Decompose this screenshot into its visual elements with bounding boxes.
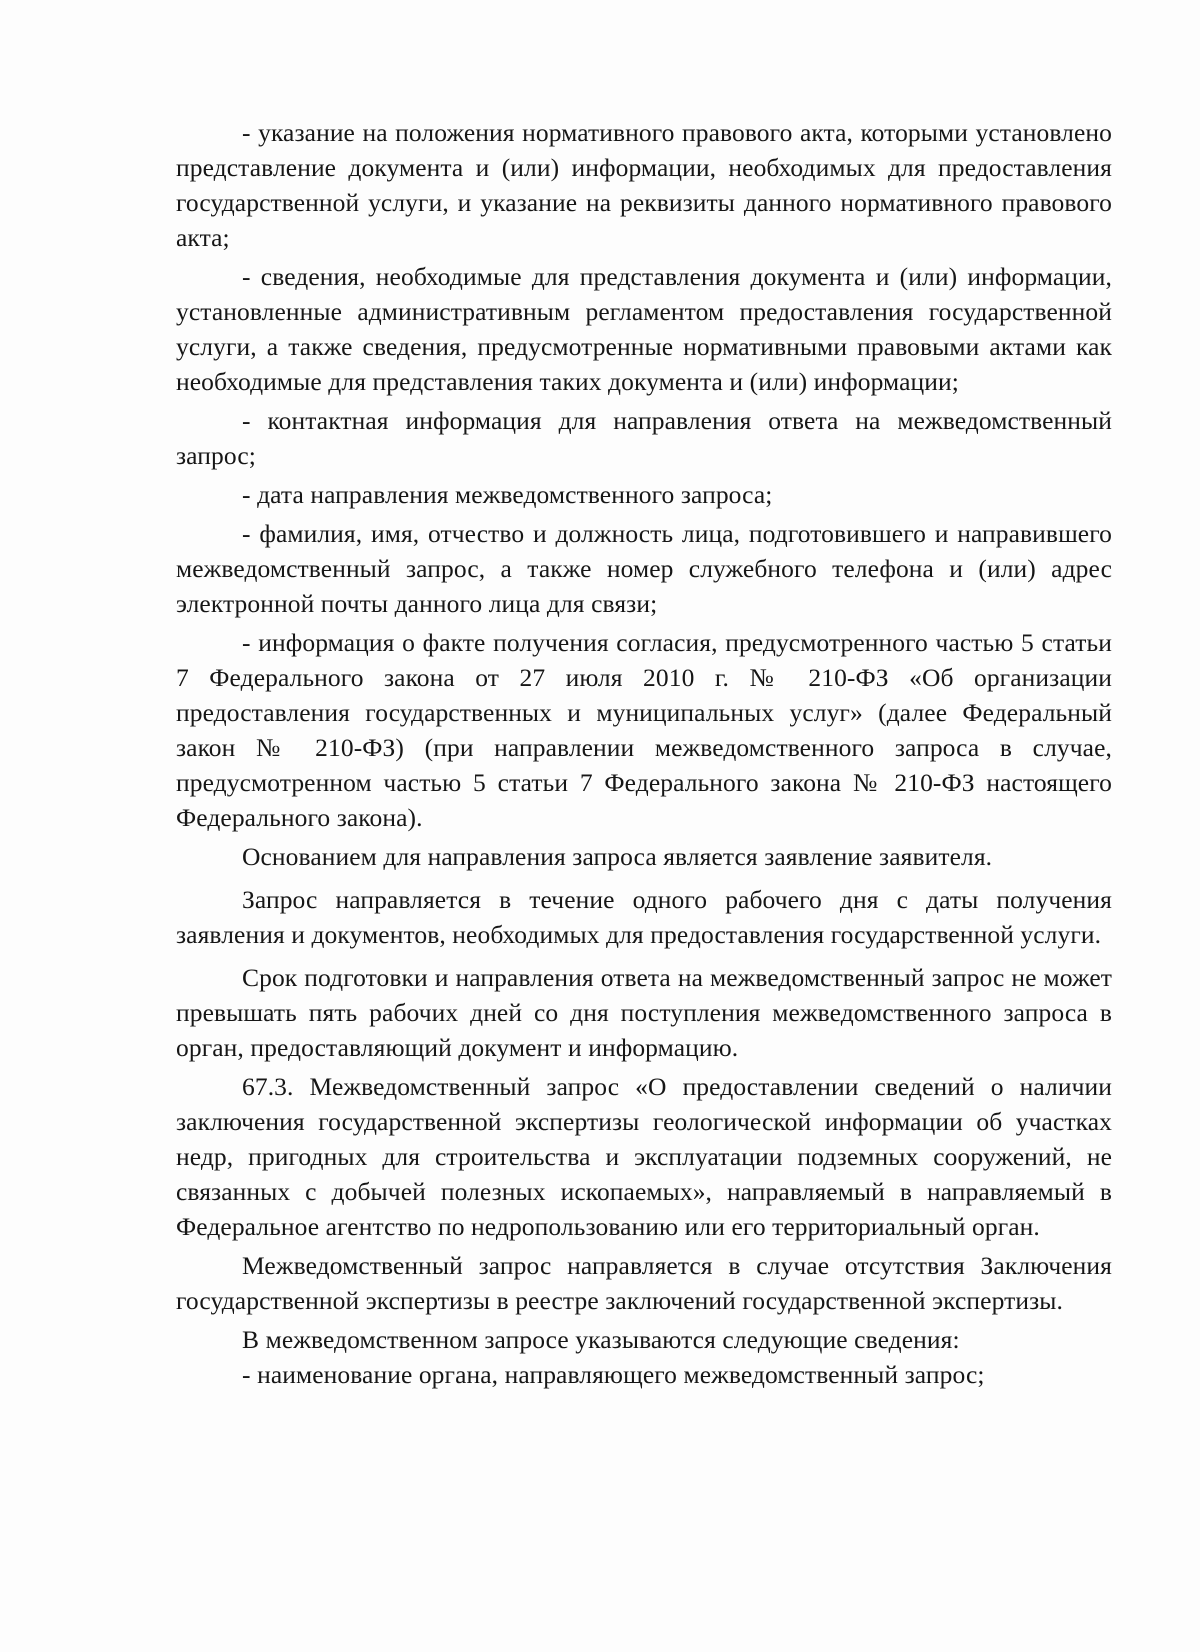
paragraph-consent-information: - информация о факте получения согласия, предусмотренного частью 5 статьи 7 Федерального закона от 27 июля 2010 г. № 210-ФЗ «Об организации предоставления государственных и муниципальных услуг» (далее Федеральный закон № 210-ФЗ) (при направлении межведомственного запроса в случае, предусмотренном частью 5 статьи 7 Федерального закона № 210-ФЗ настоящего Федерального закона). bbox=[176, 628, 1112, 832]
paragraph-request-basis: Основанием для направления запроса является заявление заявителя. bbox=[242, 842, 993, 871]
document-body bbox=[176, 115, 1112, 1392]
paragraph-responsible-person: - фамилия, имя, отчество и должность лица, подготовившего и направившего межведомственный запрос, а также номер служебного телефона и (или) адрес электронной почты данного лица для связи; bbox=[176, 519, 1112, 618]
paragraph-response-deadline: Срок подготовки и направления ответа на межведомственный запрос не может превышать пять рабочих дней со дня поступления межведомственного запроса в орган, предоставляющий документ и информацию. bbox=[176, 963, 1112, 1062]
paragraph-request-contents-intro: В межведомственном запросе указываются следующие сведения: bbox=[242, 1325, 960, 1354]
paragraph-legal-act-reference: - указание на положения нормативного правового акта, которыми установлено представление документа и (или) информации, необходимых для предоставления государственной услуги, и указание на реквизиты данного нормативного правового акта; bbox=[176, 118, 1112, 252]
paragraph-request-date: - дата направления межведомственного запроса; bbox=[242, 480, 773, 509]
paragraph-required-information: - сведения, необходимые для представления документа и (или) информации, установленные административным регламентом предоставления государственной услуги, а также сведения, предусмотренные нормативными правовыми актами как необходимые для представления таких документа и (или) информации; bbox=[176, 262, 1112, 396]
paragraph-requesting-authority: - наименование органа, направляющего межведомственный запрос; bbox=[242, 1360, 985, 1389]
paragraph-request-deadline: Запрос направляется в течение одного рабочего дня с даты получения заявления и документов, необходимых для предоставления государственной услуги. bbox=[176, 885, 1112, 949]
paragraph-section-67-3: 67.3. Межведомственный запрос «О предоставлении сведений о наличии заключения государственной экспертизы геологической информации об участках недр, пригодных для строительства и эксплуатации подземных сооружений, не связанных с добычей полезных ископаемых», направляемый в направляемый в Федеральное агентство по недропользованию или его территориальный орган. bbox=[176, 1072, 1112, 1241]
paragraph-contact-information: - контактная информация для направления ответа на межведомственный запрос; bbox=[176, 406, 1112, 470]
paragraph-request-condition: Межведомственный запрос направляется в случае отсутствия Заключения государственной экспертизы в реестре заключений государственной экспертизы. bbox=[176, 1251, 1112, 1315]
